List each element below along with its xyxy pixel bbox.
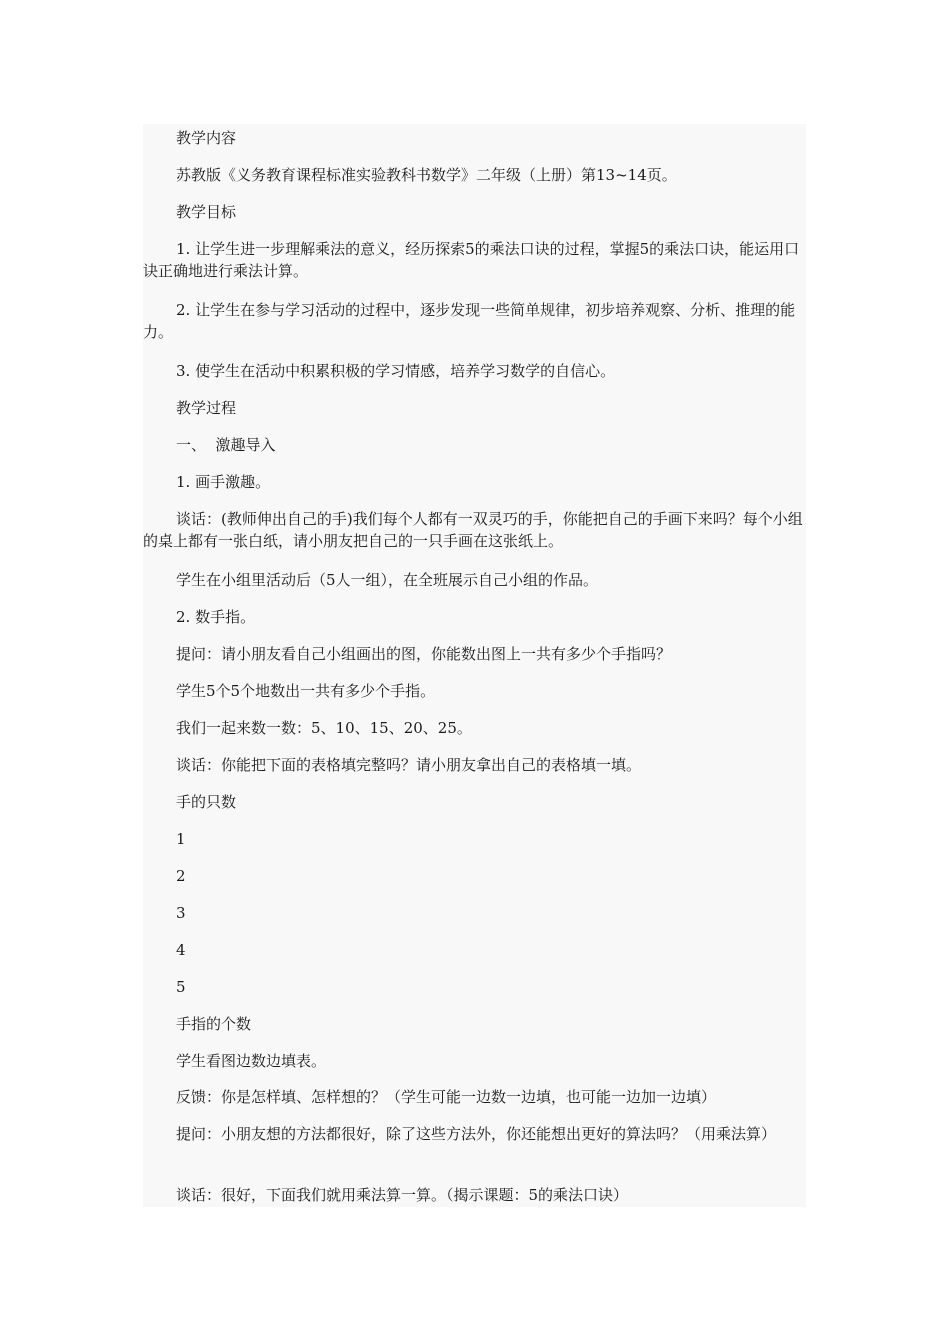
table-header-hands: 手的只数 — [176, 793, 237, 811]
table-value: 3 — [176, 904, 186, 922]
table-value: 4 — [176, 941, 186, 959]
table-value: 1 — [176, 830, 186, 848]
section-intro: 一、 激趣导入 — [176, 436, 276, 454]
goal-2: 2. 让学生在参与学习活动的过程中，逐步发现一些简单规律，初步培养观察、分析、推理的能力。 — [143, 301, 796, 341]
paragraph-fill-table: 学生看图边数边填表。 — [176, 1052, 327, 1070]
paragraph-count-together: 我们一起来数一数：5、10、15、20、25。 — [176, 719, 472, 737]
question-count-fingers: 提问：请小朋友看自己小组画出的图，你能数出图上一共有多少个手指吗？ — [176, 645, 672, 663]
heading-teaching-content: 教学内容 — [176, 129, 237, 147]
table-value: 2 — [176, 867, 186, 885]
goal-3: 3. 使学生在活动中积累积极的学习情感，培养学习数学的自信心。 — [176, 362, 616, 380]
goal-1: 1. 让学生进一步理解乘法的意义，经历探索5的乘法口诀的过程，掌握5的乘法口诀，能运用口诀正确地进行乘法计算。 — [143, 240, 800, 280]
step-count-fingers: 2. 数手指。 — [176, 608, 256, 626]
table-value: 5 — [176, 978, 186, 996]
feedback: 反馈：你是怎样填、怎样想的？（学生可能一边数一边填，也可能一边加一边填） — [176, 1088, 717, 1106]
heading-teaching-process: 教学过程 — [176, 399, 237, 417]
dialogue-draw-hands: 谈话：(教师伸出自己的手)我们每个人都有一双灵巧的手，你能把自己的手画下来吗？每个小组的桌上都有一张白纸，请小朋友把自己的一只手画在这张纸上。 — [143, 510, 803, 550]
step-draw-hands: 1. 画手激趣。 — [176, 473, 271, 491]
dialogue-reveal-topic: 谈话：很好，下面我们就用乘法算一算。（揭示课题：5的乘法口诀） — [176, 1186, 629, 1204]
paragraph-count-by-five: 学生5个5个地数出一共有多少个手指。 — [176, 682, 436, 700]
document-page — [143, 124, 806, 1207]
dialogue-fill-table: 谈话：你能把下面的表格填完整吗？请小朋友拿出自己的表格填一填。 — [176, 756, 642, 774]
table-header-fingers: 手指的个数 — [176, 1015, 252, 1033]
paragraph-textbook: 苏教版《义务教育课程标准实验教科书数学》二年级（上册）第13~14页。 — [176, 166, 677, 184]
heading-teaching-goals: 教学目标 — [176, 203, 237, 221]
paragraph-group-activity: 学生在小组里活动后（5人一组），在全班展示自己小组的作品。 — [176, 571, 599, 589]
question-better-method: 提问：小朋友想的方法都很好，除了这些方法外，你还能想出更好的算法吗？（用乘法算） — [176, 1125, 777, 1143]
